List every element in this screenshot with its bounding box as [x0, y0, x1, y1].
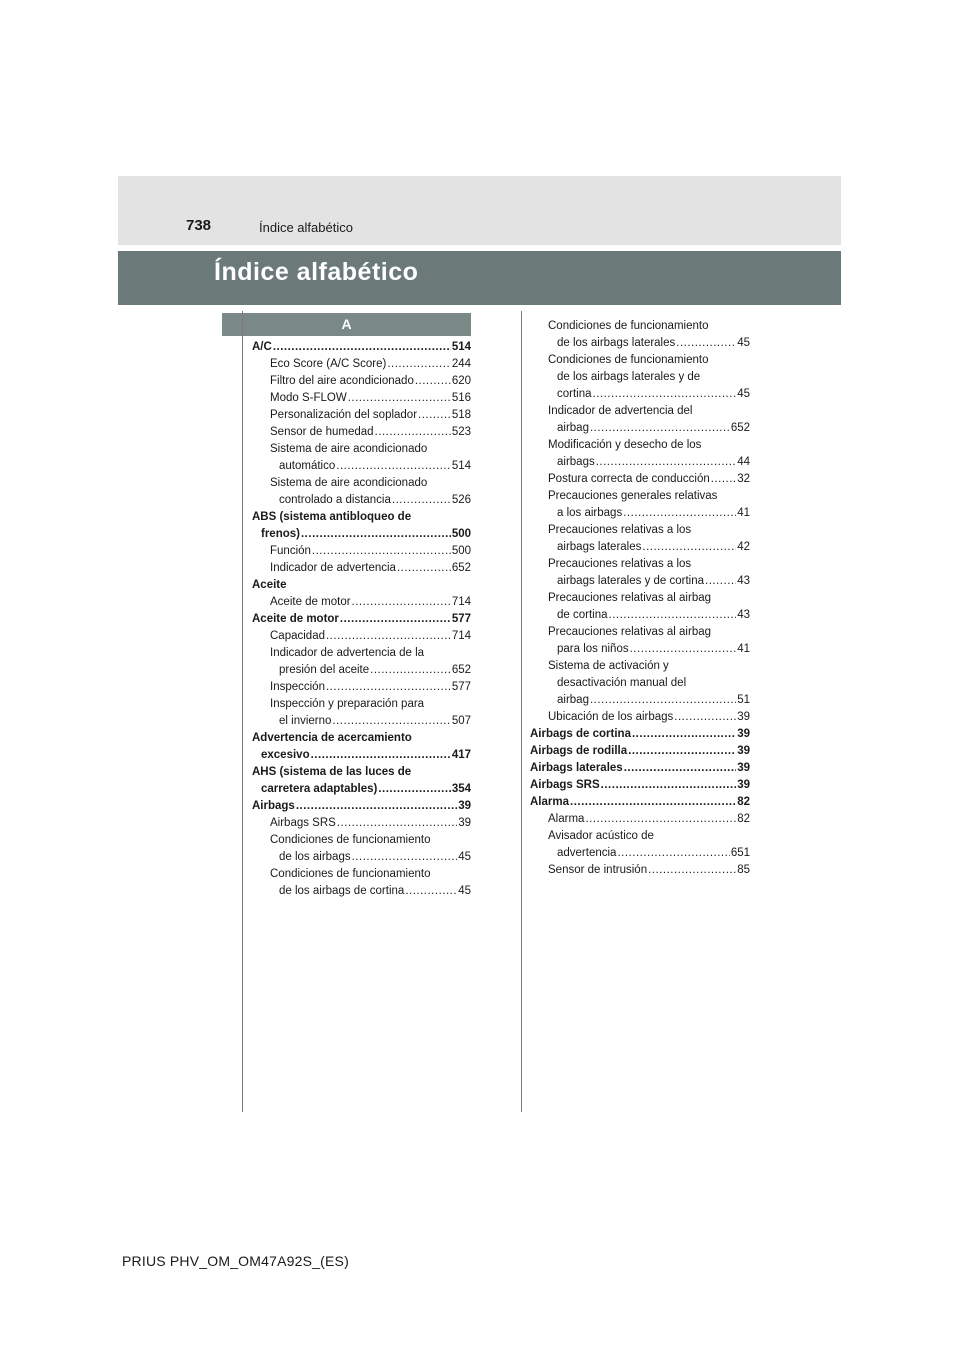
- index-entry-line: [530, 522, 750, 539]
- entry-text: Ubicación de los airbags: [548, 711, 674, 723]
- entry-text: Airbags: [252, 800, 295, 812]
- index-entry-line: [530, 658, 750, 675]
- letter-heading: A: [222, 313, 471, 336]
- entry-page-number: 43: [737, 575, 750, 587]
- entry-text: Alarma: [530, 796, 569, 808]
- entry-page-number: 39: [458, 817, 471, 829]
- entry-text: Alarma: [548, 813, 585, 825]
- entry-page-number: 44: [737, 456, 750, 468]
- dot-leader: [301, 526, 451, 543]
- index-entry-line: [530, 437, 750, 454]
- index-entry: [252, 798, 471, 815]
- index-entry-line: [530, 675, 750, 692]
- index-entry: [252, 424, 471, 441]
- index-entry: [252, 594, 471, 611]
- index-entry: [530, 607, 750, 624]
- section-label: Índice alfabético: [259, 220, 353, 235]
- entry-page-number: 45: [737, 337, 750, 349]
- entry-text: ABS (sistema antibloqueo de: [252, 511, 412, 523]
- dot-leader: [596, 454, 736, 471]
- entry-text: Condiciones de funcionamiento: [548, 320, 709, 332]
- entry-text: airbags laterales y de cortina: [557, 575, 705, 587]
- entry-text: Airbags laterales: [530, 762, 623, 774]
- entry-page-number: 417: [451, 749, 471, 761]
- entry-text: cortina: [557, 388, 592, 400]
- dot-leader: [648, 862, 736, 879]
- entry-text: Sistema de aire acondicionado: [270, 477, 428, 489]
- entry-text: el invierno: [279, 715, 332, 727]
- entry-page-number: 244: [451, 358, 471, 370]
- entry-text: Advertencia de acercamiento: [252, 732, 412, 744]
- entry-text: Condiciones de funcionamiento: [270, 868, 431, 880]
- dot-leader: [378, 781, 450, 798]
- index-entry-line: [252, 577, 471, 594]
- entry-text: Precauciones relativas a los: [548, 558, 692, 570]
- entry-text: automático: [279, 460, 336, 472]
- entry-text: Modificación y desecho de los: [548, 439, 702, 451]
- index-entry-line: [530, 488, 750, 505]
- dot-leader: [617, 845, 729, 862]
- dot-leader: [311, 747, 451, 764]
- entry-text: presión del aceite: [279, 664, 370, 676]
- index-entry-line: [530, 590, 750, 607]
- dot-leader: [418, 407, 451, 424]
- entry-page-number: 82: [737, 813, 750, 825]
- column-rule-left: [242, 311, 243, 1112]
- entry-text: advertencia: [557, 847, 617, 859]
- entry-text: Indicador de advertencia del: [548, 405, 693, 417]
- dot-leader: [273, 339, 451, 356]
- dot-leader: [326, 679, 451, 696]
- entry-text: de los airbags: [279, 851, 351, 863]
- entry-page-number: 43: [737, 609, 750, 621]
- dot-leader: [340, 611, 451, 628]
- dot-leader: [415, 373, 451, 390]
- dot-leader: [628, 743, 736, 760]
- index-entry: [530, 709, 750, 726]
- entry-text: Eco Score (A/C Score): [270, 358, 387, 370]
- entry-text: controlado a distancia: [279, 494, 391, 506]
- dot-leader: [590, 420, 730, 437]
- entry-text: Sistema de activación y: [548, 660, 669, 672]
- dot-leader: [312, 543, 451, 560]
- entry-page-number: 39: [737, 762, 750, 774]
- entry-text: Sensor de intrusión: [548, 864, 648, 876]
- entry-text: Condiciones de funcionamiento: [548, 354, 709, 366]
- index-entry-line: [252, 832, 471, 849]
- header-band: [118, 176, 841, 245]
- column-rule-right: [521, 311, 522, 1112]
- entry-text: excesivo: [261, 749, 310, 761]
- index-entry-line: [530, 556, 750, 573]
- dot-leader: [336, 458, 451, 475]
- entry-text: de los airbags laterales y de: [557, 371, 701, 383]
- index-entry: [530, 386, 750, 403]
- dot-leader: [392, 492, 451, 509]
- entry-text: Precauciones relativas al airbag: [548, 626, 712, 638]
- entry-text: Precauciones relativas al airbag: [548, 592, 712, 604]
- index-entry: [252, 883, 471, 900]
- entry-page-number: 39: [737, 728, 750, 740]
- dot-leader: [375, 424, 451, 441]
- entry-page-number: 523: [451, 426, 471, 438]
- entry-page-number: 577: [451, 681, 471, 693]
- entry-text: Función: [270, 545, 311, 557]
- entry-text: Airbags SRS: [270, 817, 336, 829]
- entry-text: Inspección y preparación para: [270, 698, 425, 710]
- index-entry: [530, 743, 750, 760]
- entry-page-number: 45: [737, 388, 750, 400]
- index-entry: [530, 692, 750, 709]
- entry-page-number: 39: [737, 711, 750, 723]
- index-entry: [252, 628, 471, 645]
- entry-page-number: 507: [451, 715, 471, 727]
- entry-page-number: 500: [451, 528, 471, 540]
- index-entry: [252, 356, 471, 373]
- entry-page-number: 516: [451, 392, 471, 404]
- entry-text: a los airbags: [557, 507, 623, 519]
- entry-page-number: 39: [458, 800, 471, 812]
- dot-leader: [405, 883, 457, 900]
- entry-text: Precauciones generales relativas: [548, 490, 718, 502]
- dot-leader: [601, 777, 737, 794]
- index-entry: [252, 407, 471, 424]
- index-entry: [530, 760, 750, 777]
- dot-leader: [352, 594, 451, 611]
- entry-text: airbag: [557, 694, 589, 706]
- entry-text: Airbags de rodilla: [530, 745, 628, 757]
- dot-leader: [337, 815, 457, 832]
- index-entry: [530, 777, 750, 794]
- entry-text: Aceite: [252, 579, 287, 591]
- entry-text: airbags laterales: [557, 541, 642, 553]
- index-entry-line: [530, 624, 750, 641]
- index-entry-line: [252, 509, 471, 526]
- entry-page-number: 82: [737, 796, 750, 808]
- index-entry: [252, 679, 471, 696]
- index-entry: [252, 339, 471, 356]
- entry-page-number: 42: [737, 541, 750, 553]
- entry-text: Filtro del aire acondicionado: [270, 375, 414, 387]
- entry-text: Capacidad: [270, 630, 325, 642]
- entry-page-number: 518: [451, 409, 471, 421]
- entry-text: frenos): [261, 528, 300, 540]
- index-entry: [252, 543, 471, 560]
- dot-leader: [593, 386, 737, 403]
- document-code: PRIUS PHV_OM_OM47A92S_(ES): [122, 1253, 349, 1269]
- index-entry: [530, 862, 750, 879]
- entry-text: Sensor de humedad: [270, 426, 374, 438]
- index-entry-line: [530, 828, 750, 845]
- index-entry-line: [252, 441, 471, 458]
- page-number: 738: [186, 217, 212, 234]
- entry-page-number: 714: [451, 596, 471, 608]
- entry-text: Airbags SRS: [530, 779, 600, 791]
- entry-page-number: 85: [737, 864, 750, 876]
- index-entry: [252, 815, 471, 832]
- entry-text: Aceite de motor: [252, 613, 339, 625]
- index-entry: [530, 573, 750, 590]
- entry-page-number: 620: [451, 375, 471, 387]
- dot-leader: [370, 662, 451, 679]
- entry-page-number: 45: [458, 885, 471, 897]
- index-entry-line: [252, 645, 471, 662]
- index-entry: [530, 811, 750, 828]
- entry-text: Airbags de cortina: [530, 728, 631, 740]
- entry-page-number: 652: [451, 562, 471, 574]
- entry-text: Condiciones de funcionamiento: [270, 834, 431, 846]
- entry-page-number: 652: [730, 422, 750, 434]
- index-entry: [252, 458, 471, 475]
- dot-leader: [585, 811, 736, 828]
- index-entry-line: [252, 730, 471, 747]
- entry-text: A/C: [252, 341, 272, 353]
- page-title: Índice alfabético: [214, 258, 419, 286]
- index-entry: [252, 747, 471, 764]
- index-entry: [252, 390, 471, 407]
- entry-text: de los airbags laterales: [557, 337, 676, 349]
- dot-leader: [332, 713, 450, 730]
- index-entry: [252, 849, 471, 866]
- index-entry-line: [530, 403, 750, 420]
- index-column-left: [252, 339, 471, 900]
- dot-leader: [397, 560, 451, 577]
- index-column-right: [530, 318, 750, 879]
- dot-leader: [630, 641, 737, 658]
- index-entry: [530, 335, 750, 352]
- dot-leader: [676, 335, 736, 352]
- dot-leader: [711, 471, 736, 488]
- index-entry-line: [252, 475, 471, 492]
- entry-page-number: 514: [451, 341, 471, 353]
- entry-text: Personalización del soplador: [270, 409, 418, 421]
- entry-page-number: 500: [451, 545, 471, 557]
- entry-text: Indicador de advertencia de la: [270, 647, 425, 659]
- entry-text: Aceite de motor: [270, 596, 351, 608]
- entry-text: Inspección: [270, 681, 325, 693]
- index-entry: [252, 713, 471, 730]
- index-entry: [252, 611, 471, 628]
- dot-leader: [387, 356, 450, 373]
- entry-text: Sistema de aire acondicionado: [270, 443, 428, 455]
- entry-text: Avisador acústico de: [548, 830, 654, 842]
- dot-leader: [623, 505, 736, 522]
- entry-text: airbags: [557, 456, 595, 468]
- dot-leader: [624, 760, 737, 777]
- dot-leader: [348, 390, 451, 407]
- index-entry: [530, 471, 750, 488]
- index-entry: [252, 781, 471, 798]
- index-entry: [530, 505, 750, 522]
- index-entry-line: [530, 352, 750, 369]
- entry-page-number: 45: [458, 851, 471, 863]
- index-entry: [530, 794, 750, 811]
- index-entry: [530, 845, 750, 862]
- dot-leader: [590, 692, 736, 709]
- dot-leader: [296, 798, 457, 815]
- index-entry: [252, 373, 471, 390]
- entry-page-number: 51: [737, 694, 750, 706]
- index-entry-line: [252, 866, 471, 883]
- dot-leader: [609, 607, 737, 624]
- entry-page-number: 651: [730, 847, 750, 859]
- index-entry-line: [530, 369, 750, 386]
- entry-text: Precauciones relativas a los: [548, 524, 692, 536]
- dot-leader: [705, 573, 736, 590]
- entry-page-number: 32: [737, 473, 750, 485]
- entry-page-number: 41: [737, 643, 750, 655]
- index-entry: [252, 560, 471, 577]
- index-entry-line: [530, 318, 750, 335]
- entry-page-number: 652: [451, 664, 471, 676]
- entry-text: airbag: [557, 422, 589, 434]
- entry-page-number: 577: [451, 613, 471, 625]
- index-entry: [252, 492, 471, 509]
- index-entry-line: [252, 696, 471, 713]
- entry-page-number: 526: [451, 494, 471, 506]
- dot-leader: [326, 628, 451, 645]
- index-entry-line: [252, 764, 471, 781]
- entry-page-number: 41: [737, 507, 750, 519]
- entry-text: desactivación manual del: [557, 677, 687, 689]
- index-entry: [530, 420, 750, 437]
- entry-text: carretera adaptables): [261, 783, 378, 795]
- index-entry: [252, 662, 471, 679]
- index-entry: [530, 641, 750, 658]
- entry-text: Modo S-FLOW: [270, 392, 347, 404]
- index-entry: [530, 539, 750, 556]
- dot-leader: [642, 539, 736, 556]
- entry-page-number: 39: [737, 779, 750, 791]
- entry-page-number: 714: [451, 630, 471, 642]
- entry-page-number: 354: [451, 783, 471, 795]
- entry-text: de cortina: [557, 609, 608, 621]
- index-entry: [530, 454, 750, 471]
- dot-leader: [570, 794, 736, 811]
- dot-leader: [674, 709, 736, 726]
- dot-leader: [352, 849, 458, 866]
- dot-leader: [632, 726, 736, 743]
- index-entry: [252, 526, 471, 543]
- entry-text: para los niños: [557, 643, 629, 655]
- entry-text: Indicador de advertencia: [270, 562, 396, 574]
- entry-page-number: 39: [737, 745, 750, 757]
- entry-text: Postura correcta de conducción: [548, 473, 710, 485]
- entry-page-number: 514: [451, 460, 471, 472]
- entry-text: AHS (sistema de las luces de: [252, 766, 412, 778]
- index-entry: [530, 726, 750, 743]
- entry-text: de los airbags de cortina: [279, 885, 405, 897]
